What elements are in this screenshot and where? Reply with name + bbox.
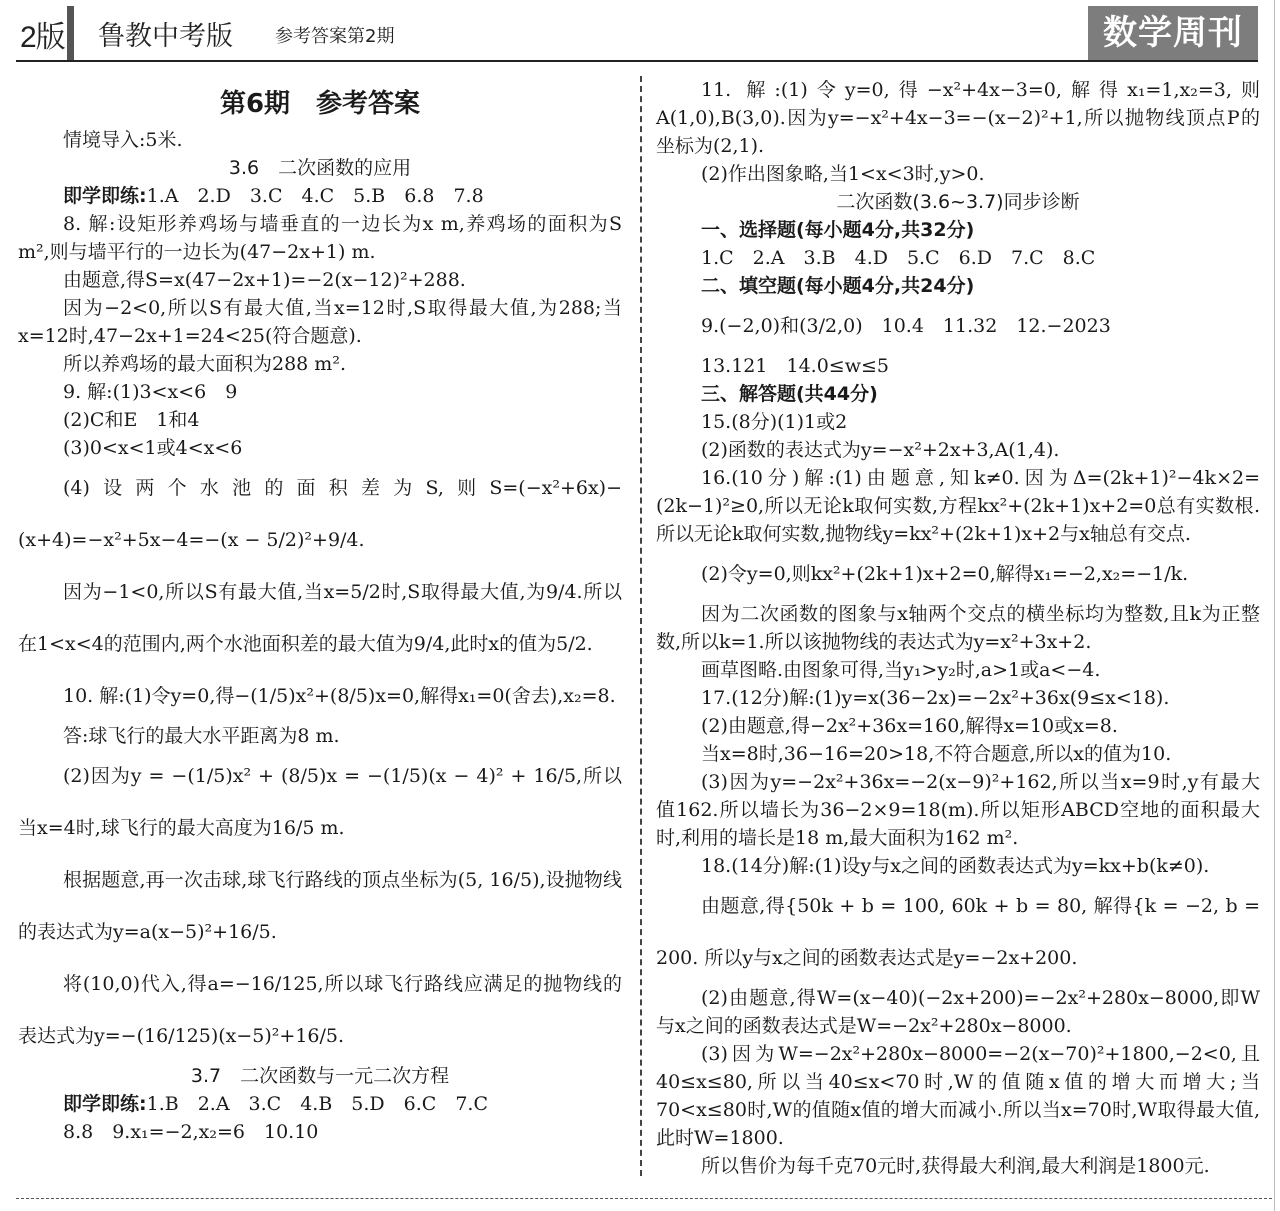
part2-answers: 13.121 14.0≤w≤5 (701, 355, 889, 377)
q10-text: 10. 解:(1)令y=0,得−(1/5)x²+(8/5)x=0,解得x₁=0(舍去),x₂=8. (63, 685, 616, 707)
header-rule (16, 60, 1258, 62)
q16-text: (2)令y=0,则kx²+(2k+1)x+2=0,解得x₁=−2,x₂=−1/k. (701, 563, 1189, 585)
quick-practice-answers: 1.A 2.D 3.C 4.C 5.B 6.8 7.8 (146, 185, 484, 207)
q15-text: 15.(8分)(1)1或2 (701, 411, 848, 433)
page-edge (1274, 0, 1275, 1211)
right-column (656, 76, 1260, 1180)
quick-practice-3-6 (18, 182, 622, 210)
q8-text: 由题意,得S=x(47−2x+1)=−2(x−12)²+288. (63, 269, 466, 291)
left-column (18, 82, 622, 1146)
footer-rule (16, 1198, 1272, 1199)
q18-text: 所以售价为每千克70元时,获得最大利润,最大利润是1800元. (701, 1155, 1210, 1177)
q18-text: (3)因为W=−2x²+280x−8000=−2(x−70)²+1800,−2<0,且40≤x≤80,所以当40≤x<70时,W的值随x值的增大而增大;当70<x≤80时,W的值随x值的增大而减小.所以当x=70时,W取得最大值,此时W=1800. (656, 1043, 1260, 1149)
diagnosis-heading: 二次函数(3.6~3.7)同步诊断 (836, 191, 1080, 213)
q9-text: (3)0<x<1或4<x<6 (63, 437, 243, 459)
q16-text: 画草图略.由图象可得,当y₁>y₂时,a>1或a<−4. (701, 659, 1101, 681)
q17-text: (2)由题意,得−2x²+36x=160,解得x=10或x=8. (701, 715, 1118, 737)
q9-text: 因为−1<0,所以S有最大值,当x=5/2时,S取得最大值,为9/4.所以在1<x<4的范围内,两个水池面积差的最大值为9/4,此时x的值为5/2. (18, 581, 622, 655)
q9-text: 9. 解:(1)3<x<6 9 (63, 381, 238, 403)
part2-answers: 9.(−2,0)和(3/2,0) 10.4 11.32 12.−2023 (701, 315, 1111, 337)
part1-answers: 1.C 2.A 3.B 4.D 5.C 6.D 7.C 8.C (701, 247, 1096, 269)
q17-text: 17.(12分)解:(1)y=x(36−2x)=−2x²+36x(9≤x<18). (701, 687, 1170, 709)
q11-text: (2)作出图象略,当1<x<3时,y>0. (701, 163, 985, 185)
q16-text: 因为二次函数的图象与x轴两个交点的横坐标均为整数,且k为正整数,所以k=1.所以该抛物线的表达式为y=x²+3x+2. (656, 603, 1260, 653)
q10-text: 答:球飞行的最大水平距离为8 m. (63, 725, 340, 747)
part2-heading: 二、填空题(每小题4分,共24分) (701, 275, 975, 297)
section-heading-3-6: 3.6 二次函数的应用 (228, 157, 412, 179)
q8-text: 因为−2<0,所以S有最大值,当x=12时,S取得最大值,为288;当x=12时,47−2x+1=24<25(符合题意). (18, 297, 622, 347)
quick-practice-3-7 (18, 1090, 622, 1118)
intro-answer: 情境导入:5米. (63, 129, 183, 151)
publication-logo: 数学周刊 (1088, 6, 1258, 60)
q15-text: (2)函数的表达式为y=−x²+2x+3,A(1,4). (701, 439, 1060, 461)
q8-text: 8. 解:设矩形养鸡场与墙垂直的一边长为x m,养鸡场的面积为S m²,则与墙平行的一边长为(47−2x+1) m. (18, 213, 622, 263)
q17-text: 当x=8时,36−16=20>18,不符合题意,所以x的值为10. (701, 743, 1172, 765)
part1-heading: 一、选择题(每小题4分,共32分) (701, 219, 975, 241)
q10-text: 将(10,0)代入,得a=−16/125,所以球飞行路线应满足的抛物线的表达式为y=−(16/125)(x−5)²+16/5. (18, 973, 622, 1047)
edition-number: 2版 (20, 21, 65, 54)
q18-text: 18.(14分)解:(1)设y与x之间的函数表达式为y=kx+b(k≠0). (701, 855, 1210, 877)
quick-practice-answers-continued: 8.8 9.x₁=−2,x₂=6 10.10 (63, 1121, 319, 1143)
edition-name: 鲁教中考版 (98, 21, 233, 52)
q9-text: (2)C和E 1和4 (63, 409, 200, 431)
q18-text: 由题意,得{50k + b = 100, 60k + b = 80, 解得{k = −2, b = 200. 所以y与x之间的函数表达式是y=−2x+200. (656, 895, 1260, 969)
page-title: 第6期 参考答案 (219, 89, 421, 119)
section-heading-3-7: 3.7 二次函数与一元二次方程 (190, 1065, 450, 1087)
part3-heading: 三、解答题(共44分) (701, 383, 878, 405)
q8-text: 所以养鸡场的最大面积为288 m². (63, 353, 346, 375)
q9-text: (4)设两个水池的面积差为S,则S=(−x²+6x)−(x+4)=−x²+5x−4=−(x − 5/2)²+9/4. (18, 477, 622, 551)
q10-text: (2)因为y = −(1/5)x² + (8/5)x = −(1/5)(x − 4)² + 16/5,所以当x=4时,球飞行的最大高度为16/5 m. (18, 765, 622, 839)
quick-practice-label: 即学即练: (63, 1093, 147, 1115)
q16-text: 16.(10分)解:(1)由题意,知k≠0.因为Δ=(2k+1)²−4k×2=(2k−1)²≥0,所以无论k取何实数,方程kx²+(2k+1)x+2=0总有实数根.所以无论k取何实数,抛物线y=kx²+(2k+1)x+2与x轴总有交点. (656, 467, 1260, 545)
q11-text: 11. 解:(1)令y=0,得−x²+4x−3=0,解得x₁=1,x₂=3,则A(1,0),B(3,0).因为y=−x²+4x−3=−(x−2)²+1,所以抛物线顶点P的坐标为(2,1). (656, 79, 1260, 157)
page-header (0, 0, 1280, 62)
column-divider (640, 76, 642, 1176)
q18-text: (2)由题意,得W=(x−40)(−2x+200)=−2x²+280x−8000,即W与x之间的函数表达式是W=−2x²+280x−8000. (656, 987, 1260, 1037)
header-subtitle: 参考答案第2期 (275, 26, 395, 47)
q10-text: 根据题意,再一次击球,球飞行路线的顶点坐标为(5, 16/5),设抛物线的表达式为y=a(x−5)²+16/5. (18, 869, 622, 943)
header-divider-bar (67, 6, 74, 62)
quick-practice-label: 即学即练: (63, 185, 147, 207)
q17-text: (3)因为y=−2x²+36x=−2(x−9)²+162,所以当x=9时,y有最大值162.所以墙长为36−2×9=18(m).所以矩形ABCD空地的面积最大时,利用的墙长是18 m,最大面积为162 m². (656, 771, 1260, 849)
quick-practice-answers: 1.B 2.A 3.C 4.B 5.D 6.C 7.C (146, 1093, 488, 1115)
